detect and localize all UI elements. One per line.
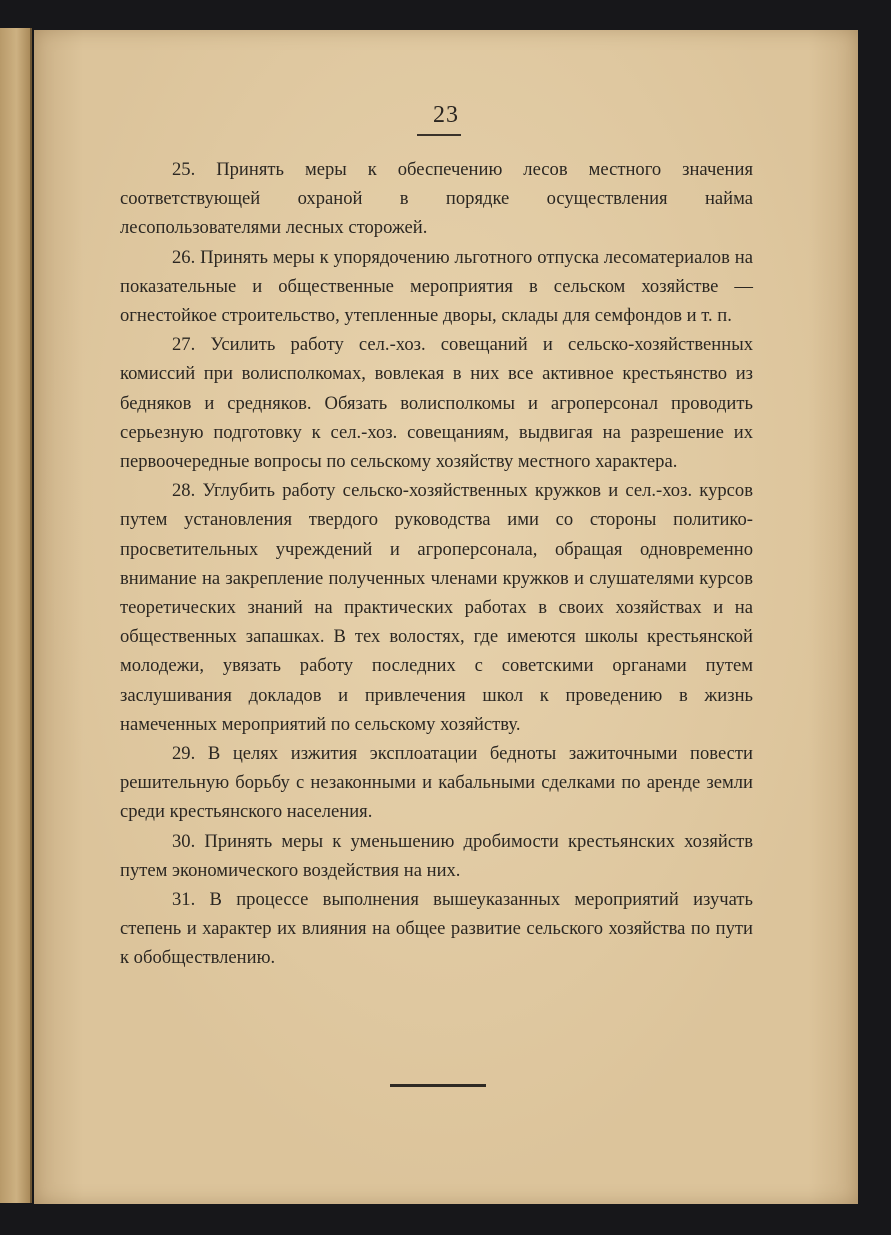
book-page — [34, 30, 858, 1204]
page-number: 23 — [433, 102, 459, 128]
paragraph-28: 28. Углубить работу сельско-хозяйственных кружков и сел.-хоз. курсов путем установления твердого руководства ими со стороны политико-просветительных учреждений и агроперсонала, обращая одновременно внимание на закрепление полученных членами кружков и слушателями курсов теоретических знаний на практических работах в своих хозяйствах и на общественных запашках. В тех волостях, где имеются школы крестьянской молодежи, увязать работу последних с советскими органами путем заслушивания докладов и привлечения школ к проведению в жизнь намеченных мероприятий по сельскому хозяйству. — [120, 480, 753, 735]
paragraph-26: 26. Принять меры к упорядочению льготного отпуска лесоматериалов на показательные и общественные мероприятия в сельском хозяйстве — огнестойкое строительство, утепленные дворы, склады для семфондов и т. п. — [120, 246, 753, 327]
paragraph-25: 25. Принять меры к обеспечению лесов местного значения соответствующей охраной в порядке осуществления найма лесопользователями лесных сторожей. — [120, 159, 753, 239]
page-body — [120, 155, 753, 973]
paragraph-30: 30. Принять меры к уменьшению дробимости крестьянских хозяйств путем экономического воздействия на них. — [120, 830, 753, 881]
paragraph-31: 31. В процессе выполнения вышеуказанных мероприятий изучать степень и характер их влияния на общее развитие сельского хозяйства по пути к обобществлению. — [120, 889, 753, 969]
paragraph-29: 29. В целях изжития эксплоатации бедноты зажиточными повести решительную борьбу с незаконными и кабальными сделками по аренде земли среди крестьянского населения. — [120, 743, 753, 823]
page-number-underline — [417, 134, 461, 136]
book-spine-edge — [0, 28, 32, 1203]
paragraph-27: 27. Усилить работу сел.-хоз. совещаний и сельско-хозяйственных комиссий при волисполкомах, вовлекая в них все активное крестьянство из бедняков и средняков. Обязать волисполкомы и агроперсонал проводить серьезную подготовку к сел.-хоз. совещаниям, выдвигая на разрешение их первоочередные вопросы по сельскому хозяйству местного характера. — [120, 334, 753, 473]
end-of-section-rule — [390, 1084, 486, 1087]
